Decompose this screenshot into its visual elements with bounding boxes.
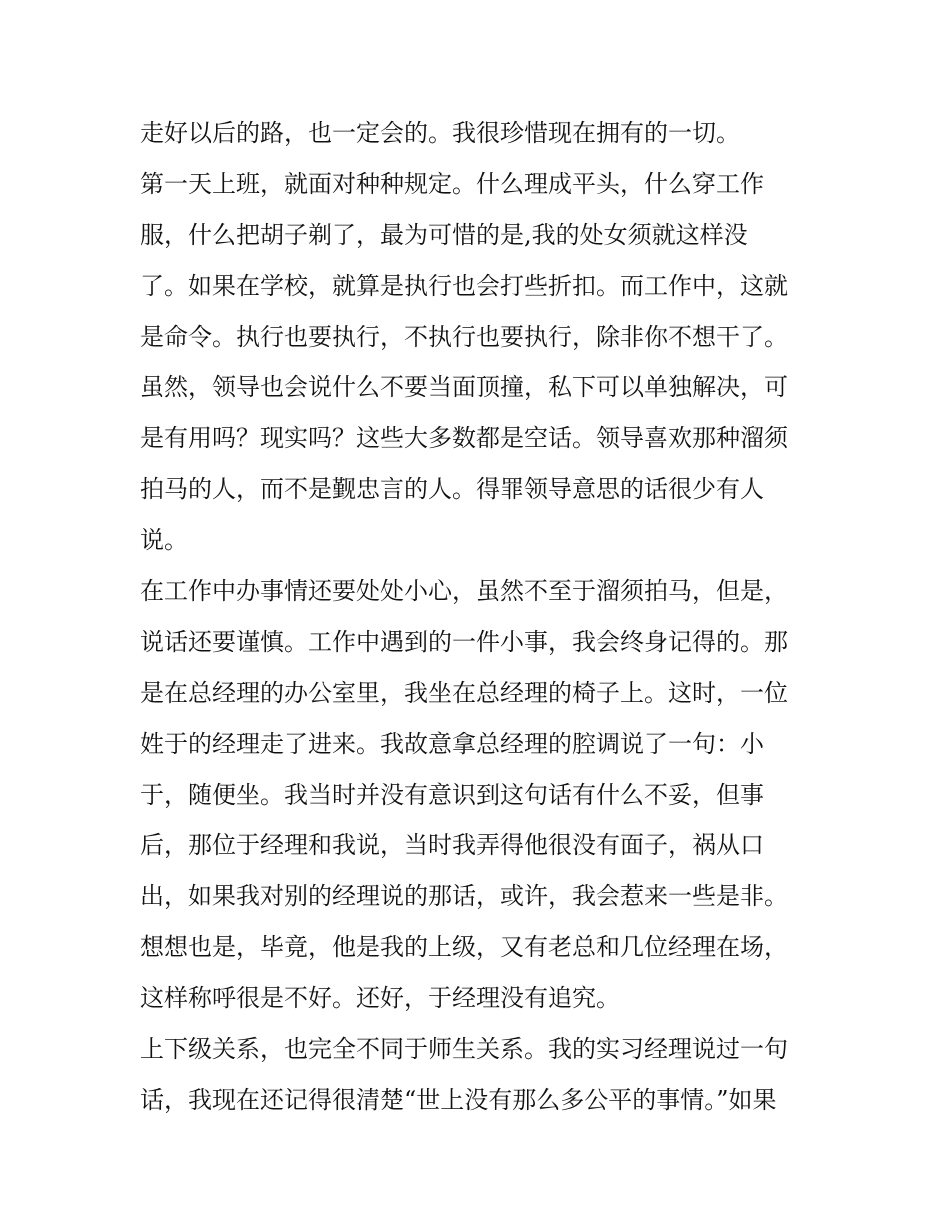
text-line: 这样称呼很是不好。还好，于经理没有追究。 <box>140 984 620 1013</box>
text-line: 上下级关系，也完全不同于师生关系。我的实习经理说过一句 <box>140 1035 788 1064</box>
text-line: 服，什么把胡子剃了，最为可惜的是,我的处女须就这样没 <box>140 220 748 249</box>
text-line: 出，如果我对别的经理说的那话，或许，我会惹来一些是非。 <box>140 882 788 911</box>
body-text <box>140 108 820 1126</box>
text-line: 话，我现在还记得很清楚“世上没有那么多公平的事情。”如果 <box>140 1085 777 1114</box>
text-line: 说话还要谨慎。工作中遇到的一件小事，我会终身记得的。那 <box>140 627 788 656</box>
text-line: 了。如果在学校，就算是执行也会打些折扣。而工作中，这就 <box>140 271 788 300</box>
text-line: 是有用吗？现实吗？这些大多数都是空话。领导喜欢那种溜须 <box>140 424 788 453</box>
text-line: 于，随便坐。我当时并没有意识到这句话有什么不妥，但事 <box>140 780 764 809</box>
text-line: 说。 <box>140 526 188 555</box>
text-line: 想想也是，毕竟，他是我的上级，又有老总和几位经理在场， <box>140 933 788 962</box>
text-line: 拍马的人，而不是觐忠言的人。得罪领导意思的话很少有人 <box>140 475 764 504</box>
text-line: 后，那位于经理和我说，当时我弄得他很没有面子，祸从口 <box>140 831 764 860</box>
text-line: 姓于的经理走了进来。我故意拿总经理的腔调说了一句：小 <box>140 729 764 758</box>
text-line: 是命令。执行也要执行，不执行也要执行，除非你不想干了。 <box>140 322 788 351</box>
text-line: 是在总经理的办公室里，我坐在总经理的椅子上。这时，一位 <box>140 678 788 707</box>
text-line: 走好以后的路，也一定会的。我很珍惜现在拥有的一切。 <box>140 119 740 147</box>
text-line: 第一天上班，就面对种种规定。什么理成平头，什么穿工作 <box>140 169 764 198</box>
text-line: 虽然，领导也会说什么不要当面顶撞，私下可以单独解决，可 <box>140 373 788 402</box>
text-line: 在工作中办事情还要处处小心，虽然不至于溜须拍马，但是， <box>140 577 788 606</box>
